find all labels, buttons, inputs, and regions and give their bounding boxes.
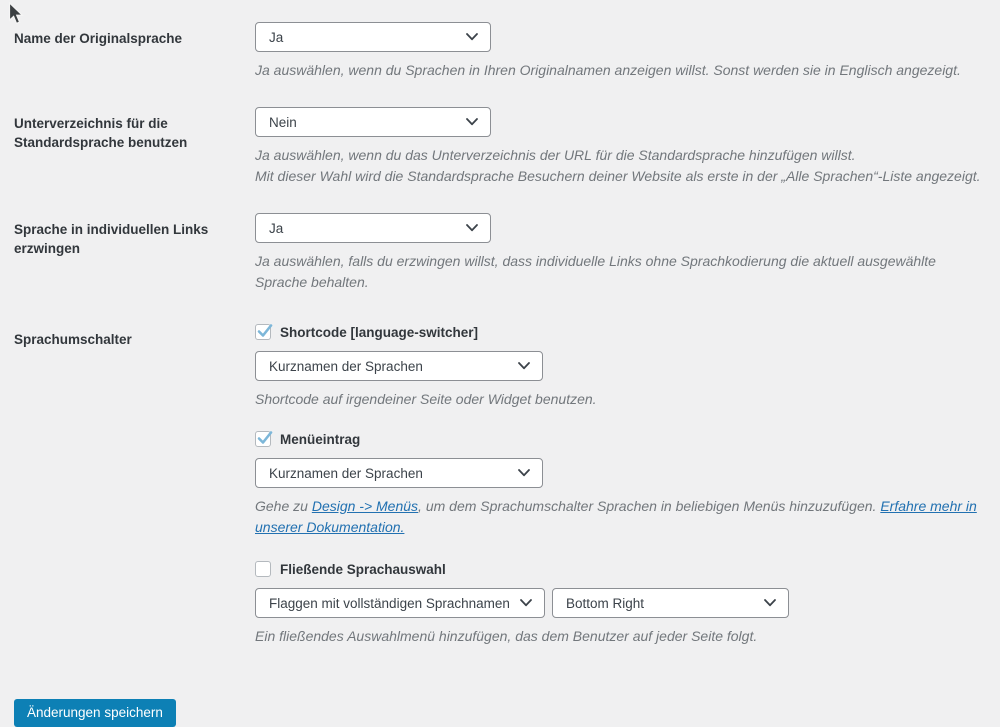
setting-description (255, 145, 986, 187)
description-text: Gehe zu (255, 498, 312, 514)
chevron-down-icon (466, 224, 478, 232)
setting-row-original-language-name (14, 22, 986, 81)
select-value: Kurznamen der Sprachen (269, 465, 423, 481)
checkmark-icon (256, 429, 274, 447)
default-language-subdirectory-select[interactable] (255, 107, 491, 137)
chevron-down-icon (520, 599, 532, 607)
menu-item-checkbox-label: Menüeintrag (280, 431, 361, 447)
shortcode-description: Shortcode auf irgendeiner Seite oder Widget benutzen. (255, 391, 597, 407)
menu-item-description (255, 496, 986, 538)
shortcode-display-select[interactable] (255, 351, 543, 381)
floating-position-select[interactable] (552, 588, 789, 618)
floating-selector-description: Ein fließendes Auswahlmenü hinzufügen, das dem Benutzer auf jeder Seite folgt. (255, 628, 758, 644)
force-language-custom-links-select[interactable] (255, 213, 491, 243)
select-value: Nein (269, 114, 297, 130)
shortcode-option (255, 323, 986, 341)
chevron-down-icon (466, 33, 478, 41)
shortcode-checkbox-label: Shortcode [language-switcher] (280, 324, 479, 340)
setting-row-language-switcher (14, 323, 986, 647)
setting-description: Ja auswählen, falls du erzwingen willst, dass individuelle Links ohne Sprachkodierung die aktuell ausgewählte Sprache behalten. (255, 253, 936, 290)
select-value: Bottom Right (566, 595, 645, 611)
setting-label: Sprachumschalter (14, 332, 132, 347)
description-line: Mit dieser Wahl wird die Standardsprache Besuchern deiner Website als erste in der „Alle Sprachen“-Liste angezeigt. (255, 168, 981, 184)
setting-description: Ja auswählen, wenn du Sprachen in Ihren Originalnamen anzeigen willst. Sonst werden sie in Englisch angezeigt. (255, 62, 961, 78)
documentation-link[interactable]: Erfahre mehr in unserer Dokumentation. (255, 498, 977, 535)
chevron-down-icon (518, 469, 530, 477)
original-language-name-select[interactable] (255, 22, 491, 52)
select-value: Kurznamen der Sprachen (269, 358, 423, 374)
floating-selector-checkbox[interactable] (255, 561, 271, 577)
chevron-down-icon (466, 118, 478, 126)
save-changes-button[interactable]: Änderungen speichern (14, 699, 176, 727)
floating-selector-option (255, 560, 986, 578)
checkmark-icon (256, 322, 274, 340)
description-text: , um dem Sprachumschalter Sprachen in beliebigen Menüs hinzuzufügen. (418, 498, 881, 514)
mouse-cursor-icon (8, 2, 25, 26)
chevron-down-icon (764, 599, 776, 607)
menu-item-option (255, 430, 986, 448)
description-line: Ja auswählen, wenn du das Unterverzeichnis der URL für die Standardsprache hinzufügen willst. (255, 147, 856, 163)
setting-label: Name der Originalsprache (14, 31, 183, 46)
setting-row-default-language-subdirectory (14, 107, 986, 187)
select-value: Ja (269, 220, 284, 236)
setting-row-force-language-custom-links (14, 213, 986, 293)
chevron-down-icon (518, 362, 530, 370)
setting-label: Sprache in individuellen Links erzwingen (14, 222, 209, 256)
select-value: Ja (269, 29, 284, 45)
select-value: Flaggen mit vollständigen Sprachnamen (269, 595, 510, 611)
menus-link[interactable]: Design -> Menüs (311, 498, 419, 514)
menu-item-display-select[interactable] (255, 458, 543, 488)
floating-style-select[interactable] (255, 588, 545, 618)
menu-item-checkbox[interactable] (255, 431, 271, 447)
setting-label: Unterverzeichnis für die Standardsprache benutzen (14, 116, 188, 150)
shortcode-checkbox[interactable] (255, 324, 271, 340)
floating-selector-checkbox-label: Fließende Sprachauswahl (280, 561, 446, 577)
